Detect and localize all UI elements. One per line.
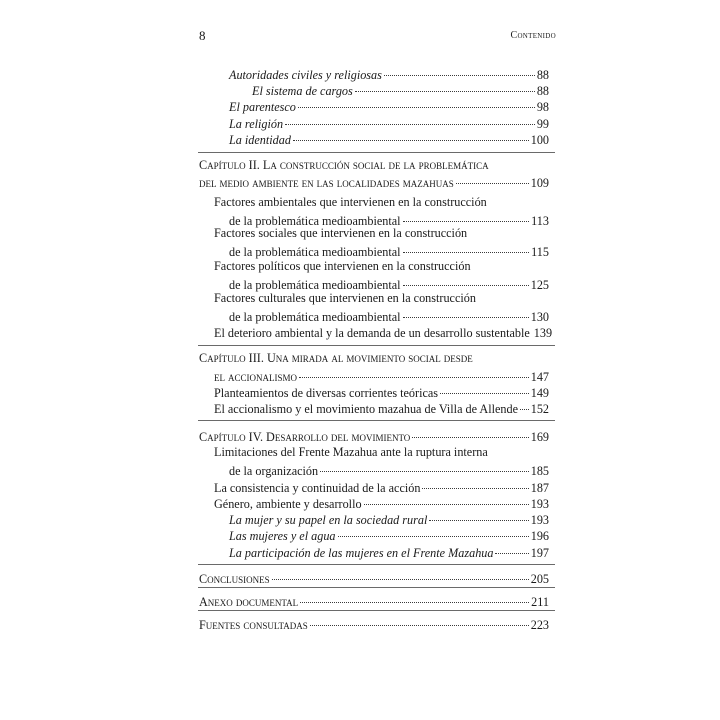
toc-entry (199, 426, 549, 445)
toc-entry-page: 193 (530, 513, 549, 527)
toc-entry-title: Conclusiones (199, 572, 270, 586)
dot-leader (299, 363, 529, 378)
dot-leader (300, 588, 529, 603)
toc-entry-title: Limitaciones del Frente Mazahua ante la ruptura interna (214, 445, 488, 459)
toc-entry-title: de la problemática medioambiental (229, 278, 401, 292)
toc-entry-title: de la problemática medioambiental (229, 310, 401, 324)
toc-entry-title: Fuentes consultadas (199, 618, 308, 632)
dot-leader (403, 238, 530, 253)
toc-entry (199, 568, 549, 587)
toc-entry-page: 88 (536, 68, 549, 82)
toc-entry-page: 139 (533, 326, 553, 340)
toc-entry-page: 113 (531, 214, 549, 228)
toc-entry-title: El sistema de cargos (252, 84, 353, 98)
dot-leader (310, 611, 529, 626)
dot-leader (440, 379, 529, 394)
toc-entry-page: 223 (530, 618, 549, 632)
toc-entry-title: Planteamientos de diversas corrientes teóricas (214, 386, 439, 400)
dot-leader (298, 93, 535, 108)
toc-entry-page: 100 (530, 133, 549, 147)
dot-leader (285, 110, 535, 125)
toc-entry (214, 322, 553, 341)
dot-leader (403, 271, 529, 286)
toc-entry (214, 398, 549, 417)
dot-leader (384, 61, 535, 76)
dot-leader (364, 490, 529, 505)
dot-leader (422, 474, 528, 489)
toc-entry-title: El deterioro ambiental y la demanda de un desarrollo sustentable (214, 326, 530, 340)
dot-leader (429, 506, 528, 521)
toc-entry (229, 129, 549, 148)
toc-entry-page: 196 (530, 529, 549, 543)
toc-entry-title: Factores sociales que intervienen en la construcción (214, 226, 468, 240)
dot-leader (495, 539, 528, 554)
dot-leader (412, 423, 528, 438)
dot-leader (355, 77, 535, 92)
toc-entry-page: 152 (530, 402, 549, 416)
toc-entry-page: 98 (536, 100, 549, 114)
toc-entry-title: Capítulo IV. Desarrollo del movimiento (199, 430, 411, 444)
section-divider (198, 420, 555, 421)
toc-entry-page: 88 (536, 84, 549, 98)
toc-entry-title: La religión (229, 117, 284, 131)
dot-leader (403, 303, 529, 318)
dot-leader (456, 169, 529, 184)
toc-entry-title: Anexo documental (199, 595, 299, 609)
toc-entry-page: 185 (530, 464, 549, 478)
toc-entry-title: el accionalismo (214, 370, 298, 384)
toc-entry (199, 614, 549, 633)
dot-leader (520, 395, 529, 410)
toc-entry-title: Autoridades civiles y religiosas (229, 68, 382, 82)
toc-entry-page: 211 (531, 595, 549, 609)
toc-entry-title: Factores culturales que intervienen en la construcción (214, 291, 476, 305)
dot-leader (320, 457, 529, 472)
toc-entry-title: El accionalismo y el movimiento mazahua de Villa de Allende (214, 402, 518, 416)
dot-leader (403, 207, 530, 222)
toc-entry-title: Factores ambientales que intervienen en la construcción (214, 195, 487, 209)
toc-entry-title: Factores políticos que intervienen en la construcción (214, 259, 471, 273)
dot-leader (338, 522, 529, 537)
toc-entry (199, 591, 549, 610)
toc-entry-title: Las mujeres y el agua (229, 529, 336, 543)
toc-entry-page: 193 (530, 497, 549, 511)
toc-entry-title: La identidad (229, 133, 291, 147)
section-divider (198, 345, 555, 346)
toc-entry-page: 115 (531, 245, 549, 259)
chapter-heading: Capítulo II. La construcción social de la problemática (199, 158, 489, 172)
toc-entry-title: del medio ambiente en las localidades mazahuas (199, 176, 454, 190)
toc-entry-title: de la problemática medioambiental (229, 214, 401, 228)
dot-leader (272, 565, 529, 580)
toc-entry-title: de la problemática medioambiental (229, 245, 401, 259)
dot-leader (293, 126, 529, 141)
toc-entry-page: 197 (530, 546, 549, 560)
running-title: Contenido (510, 30, 556, 41)
toc-entry-page: 187 (530, 481, 549, 495)
toc-entry-title: de la organización (229, 464, 319, 478)
toc-entry-page: 130 (530, 310, 549, 324)
section-divider (198, 152, 555, 153)
toc-entry-page: 147 (530, 370, 549, 384)
toc-entry-page: 109 (530, 176, 549, 190)
toc-entry (229, 542, 549, 561)
toc-entry-page: 149 (530, 386, 549, 400)
chapter-heading: Capítulo III. Una mirada al movimiento social desde (199, 351, 473, 365)
toc-entry-title: La consistencia y continuidad de la acción (214, 481, 421, 495)
toc-entry-title: La participación de las mujeres en el Frente Mazahua (229, 546, 494, 560)
toc-entry (199, 172, 549, 191)
page-number: 8 (199, 28, 206, 43)
toc-entry-page: 169 (530, 430, 549, 444)
toc-entry-title: La mujer y su papel en la sociedad rural (229, 513, 428, 527)
toc-entry-title: Género, ambiente y desarrollo (214, 497, 362, 511)
toc-entry-page: 125 (530, 278, 549, 292)
toc-entry-page: 99 (536, 117, 549, 131)
toc-entry-page: 205 (530, 572, 549, 586)
toc-entry-title: El parentesco (229, 100, 296, 114)
